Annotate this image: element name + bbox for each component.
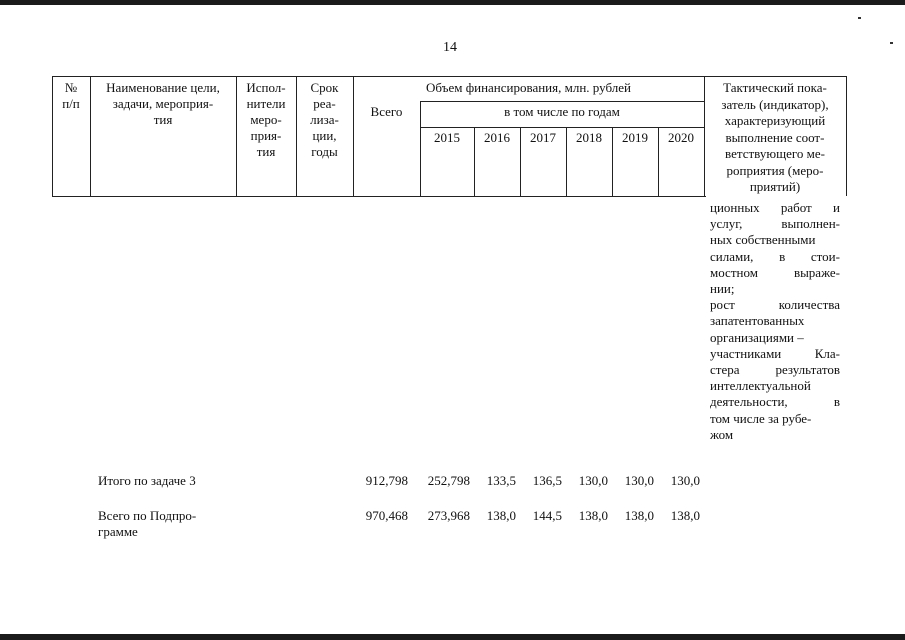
row-value-2019: 130,0 [624,473,654,488]
header-by-years: в том числе по годам [504,104,620,119]
row-value-2017: 144,5 [532,508,562,523]
row-value-2019: 138,0 [624,508,654,523]
row-label: Итого по задаче 3 [98,473,196,488]
row-value-2018: 130,0 [578,473,608,488]
row-value-2018: 138,0 [578,508,608,523]
row-value-2015: 273,968 [427,508,470,523]
scan-speck [858,17,861,19]
row-value-2017: 136,5 [532,473,562,488]
header-year-2018: 2018 [576,130,602,145]
header-year-2015: 2015 [434,130,460,145]
row-label: Всего по Подпро- грамме [98,508,197,539]
scan-border-top [0,0,905,5]
header-number-col: № п/п [62,80,80,111]
header-total-col: Всего [370,104,403,119]
header-year-2017: 2017 [530,130,556,145]
header-indicator-col: Тактический пока- затель (индикатор), характеризующий выполнение соот- ветствующего ме- роприятия (меро- приятий) [721,80,829,194]
row-value-2016: 138,0 [486,508,516,523]
header-executors-col: Испол- нители меро- прия- тия [246,80,286,159]
header-term-col: Срок реа- лиза- ции, годы [310,80,339,159]
indicator-continuation: ционных работ и услуг, выполнен- ных собственными силами, в стои- мостном выраже- нии; рост количества запатентованных организациями – участниками Кла- стера результатов интеллектуальной деятельности, в том числе за рубе- жом [710,200,840,442]
row-total: 970,468 [365,508,408,523]
row-total: 912,798 [365,473,408,488]
header-year-2020: 2020 [668,130,694,145]
scan-speck [890,42,893,44]
header-year-2019: 2019 [622,130,648,145]
header-name-col: Наименование цели, задачи, мероприя- тия [106,80,220,127]
scan-border-bottom [0,634,905,640]
row-value-2020: 138,0 [670,508,700,523]
row-value-2016: 133,5 [486,473,516,488]
header-financing-title: Объем финансирования, млн. рублей [426,80,631,95]
page-number: 14 [443,40,457,55]
row-value-2020: 130,0 [670,473,700,488]
row-value-2015: 252,798 [427,473,470,488]
header-year-2016: 2016 [484,130,510,145]
